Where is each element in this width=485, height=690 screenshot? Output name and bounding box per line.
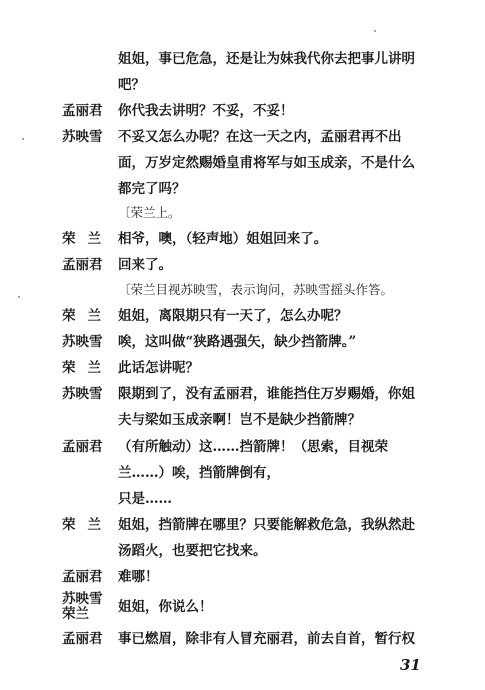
dialogue-text: 事已燃眉，除非有人冒充丽君，前去自首，暂行权 (118, 631, 415, 647)
dialogue-text: 只是…… (118, 491, 172, 507)
script-line (0, 329, 485, 355)
script-line (0, 303, 485, 329)
dialogue-text: 唉，这叫做“狭路遇强矢，缺少挡箭牌。” (118, 334, 357, 350)
script-line (0, 381, 485, 407)
dialogue-text: 难哪！ (118, 569, 159, 585)
dialogue-text: （有所触动）这……挡箭牌！（思索，目视荣 (118, 439, 388, 455)
dialogue-text: 姐姐，你说么！ (118, 599, 213, 615)
script-line (0, 591, 485, 622)
script-line (0, 226, 485, 252)
dialogue-text: 都完了吗？ (118, 181, 186, 197)
speaker-name: 苏映雪 荣兰 (62, 591, 103, 622)
script-line (0, 252, 485, 278)
script-line (0, 72, 485, 98)
scan-speck (374, 30, 376, 32)
speaker-name: 荣兰 (62, 517, 113, 533)
dialogue-text: 姐姐，事已危急，还是让为妹我代你去把事儿讲明 (118, 51, 415, 67)
stage-direction-text: 〔荣兰目视苏映雪，表示询问，苏映雪摇头作答。 (118, 282, 394, 297)
stage-direction-line (0, 277, 485, 303)
dialogue-text: 相爷，噢，（轻声地）姐姐回来了。 (118, 231, 328, 247)
dialogue-text: 兰……）唉，挡箭牌倒有， (118, 465, 280, 481)
dialogue-text: 姐姐，挡箭牌在哪里？只要能解救危急，我纵然赴 (118, 517, 415, 533)
page-number: 31 (400, 656, 421, 674)
dialogue-text: 汤蹈火，也要把它找来。 (118, 543, 267, 559)
dialogue-text: 不妥又怎么办呢？在这一天之内，孟丽君再不出 (118, 129, 402, 145)
dialogue-text: 面，万岁定然赐婚皇甫将军与如玉成亲，不是什么 (118, 155, 415, 171)
speaker-name: 荣兰 (62, 360, 113, 376)
speaker-name: 苏映雪 (62, 129, 103, 145)
script-line (0, 355, 485, 381)
script-line (0, 46, 485, 72)
speaker-name: 苏映雪 (62, 334, 103, 350)
speaker-name: 孟丽君 (62, 631, 103, 647)
speaker-name: 苏映雪 (62, 386, 103, 402)
script-line (0, 98, 485, 124)
script-line (0, 486, 485, 512)
dialogue-text: 吧？ (118, 77, 145, 93)
scan-speck (22, 138, 24, 140)
script-line (0, 407, 485, 433)
dialogue-text: 你代我去讲明？不妥，不妥！ (118, 103, 294, 119)
script-line (0, 434, 485, 460)
script-line (0, 124, 485, 150)
script-line (0, 150, 485, 176)
speaker-name: 荣兰 (62, 231, 113, 247)
speaker-name: 荣兰 (62, 308, 113, 324)
speaker-name: 孟丽君 (62, 103, 103, 119)
dialogue-text: 此话怎讲呢？ (118, 360, 199, 376)
speaker-name-pair (62, 592, 112, 622)
stage-direction-line (0, 200, 485, 226)
speaker-name: 孟丽君 (62, 257, 103, 273)
stage-direction-text: 〔荣兰上。 (118, 205, 181, 220)
script-line (0, 176, 485, 202)
script-line (0, 626, 485, 652)
scan-speck (18, 296, 20, 298)
dialogue-text: 姐姐，离限期只有一天了，怎么办呢？ (118, 308, 348, 324)
script-line (0, 538, 485, 564)
dialogue-text: 限期到了，没有孟丽君，谁能挡住万岁赐婚，你姐 (118, 386, 415, 402)
script-line (0, 460, 485, 486)
script-line (0, 512, 485, 538)
speaker-name: 孟丽君 (62, 439, 103, 455)
script-line (0, 564, 485, 590)
speaker-name: 孟丽君 (62, 569, 103, 585)
dialogue-text: 回来了。 (118, 257, 172, 273)
dialogue-text: 夫与梁如玉成亲啊！岂不是缺少挡箭牌？ (118, 412, 361, 428)
